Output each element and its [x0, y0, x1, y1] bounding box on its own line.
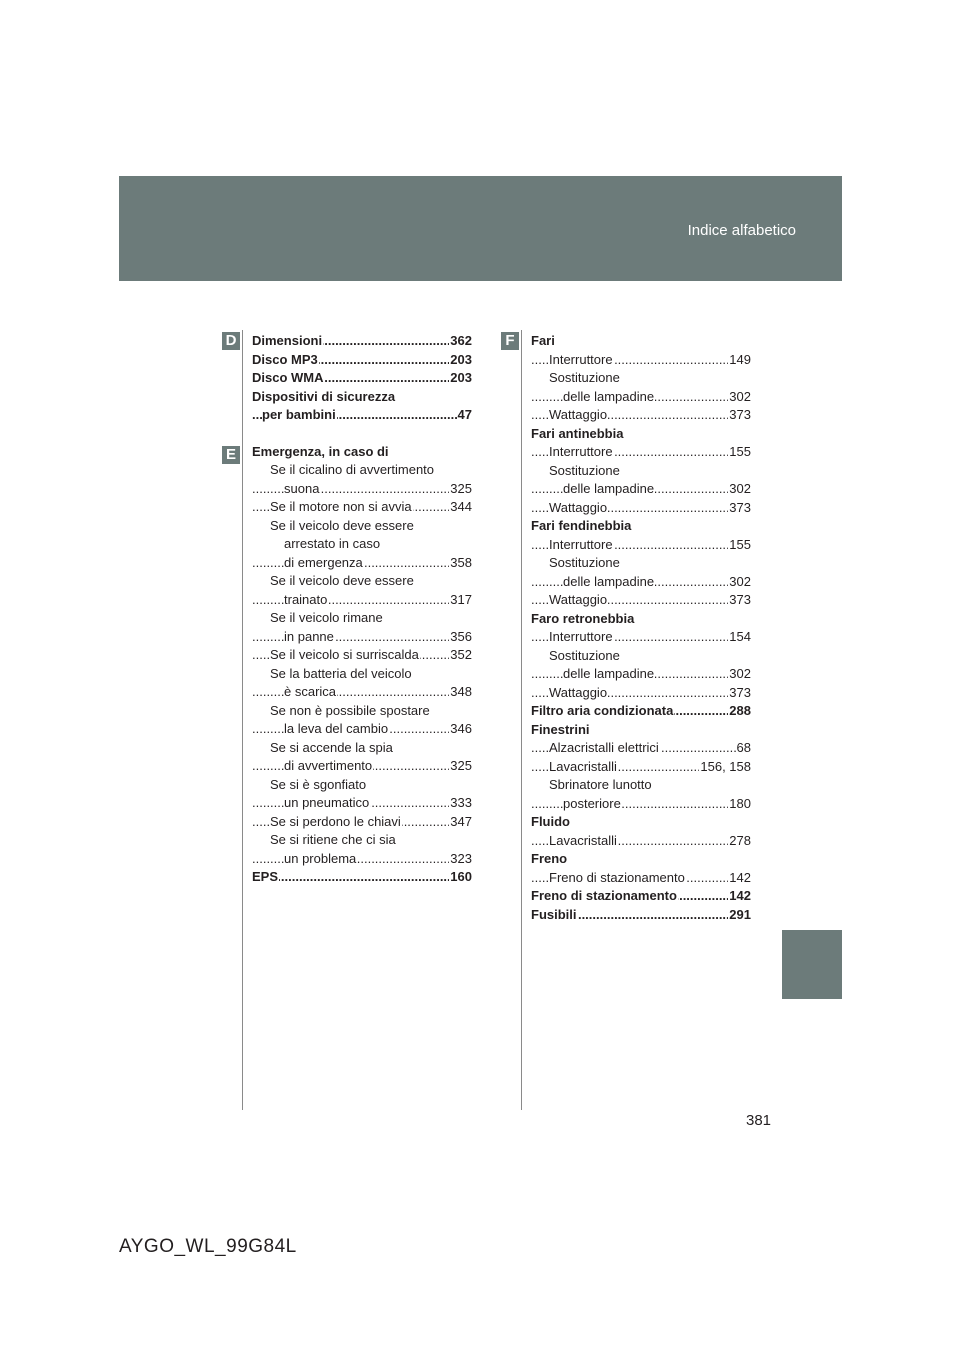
index-subentry: ..... delle lampadine 302	[531, 665, 751, 684]
page-number: 381	[746, 1112, 772, 1129]
index-subentry: Sostituzione	[531, 554, 751, 573]
index-entry: ..... Disco MP3 203	[252, 351, 472, 370]
index-entry: ..... Dimensioni 362	[252, 332, 472, 351]
index-subentry: Se la batteria del veicolo	[252, 665, 472, 684]
index-entry: Dispositivi di sicurezza	[252, 388, 472, 407]
index-subentry: ..... Wattaggio 373	[531, 499, 751, 518]
index-subentry: Se si è sgonfiato	[252, 776, 472, 795]
index-subentry: ..... Wattaggio 373	[531, 684, 751, 703]
index-subentry: ..... la leva del cambio 346	[252, 720, 472, 739]
index-subentry: ..... è scarica 348	[252, 683, 472, 702]
index-entry: Fluido	[531, 813, 751, 832]
index-subentry: ..... Se si perdono le chiavi 347	[252, 813, 472, 832]
index-subentry: ..... Lavacristalli 156, 158	[531, 758, 751, 777]
index-column-left	[252, 332, 472, 887]
index-subentry: ..... in panne 356	[252, 628, 472, 647]
index-subentry: arrestato in caso	[252, 535, 472, 554]
index-entry: Emergenza, in caso di	[252, 443, 472, 462]
index-subentry: ..... trainato 317	[252, 591, 472, 610]
index-entry: Fari antinebbia	[531, 425, 751, 444]
index-subentry: Sbrinatore lunotto	[531, 776, 751, 795]
index-subentry: Se si accende la spia	[252, 739, 472, 758]
index-entry: ..... Filtro aria condizionata 288	[531, 702, 751, 721]
side-thumb-tab	[782, 930, 842, 999]
index-entry: ..... Fusibili 291	[531, 906, 751, 925]
index-entry: Fari fendinebbia	[531, 517, 751, 536]
index-subentry: ..... Interruttore 154	[531, 628, 751, 647]
index-subentry: Sostituzione	[531, 462, 751, 481]
index-subentry: Se si ritiene che ci sia	[252, 831, 472, 850]
index-subentry: ..... Wattaggio 373	[531, 591, 751, 610]
index-subentry: Sostituzione	[531, 369, 751, 388]
index-entry: Fari	[531, 332, 751, 351]
document-code: AYGO_WL_99G84L	[119, 1236, 297, 1257]
index-subentry: ..... delle lampadine 302	[531, 388, 751, 407]
column-divider-left	[242, 330, 243, 1110]
index-subentry: Se il cicalino di avvertimento	[252, 461, 472, 480]
index-subentry: ..... Alzacristalli elettrici 68	[531, 739, 751, 758]
page-section-title: Indice alfabetico	[687, 222, 796, 239]
index-subentry: ..... Interruttore 155	[531, 443, 751, 462]
index-subentry: Se il veicolo rimane	[252, 609, 472, 628]
index-entry: ..... EPS 160	[252, 868, 472, 887]
index-entry: ..... per bambini 47	[252, 406, 472, 425]
index-subentry: ..... delle lampadine 302	[531, 480, 751, 499]
index-subentry: ..... un problema 323	[252, 850, 472, 869]
index-entry: ..... Disco WMA 203	[252, 369, 472, 388]
index-entry: Freno	[531, 850, 751, 869]
index-entry: Faro retronebbia	[531, 610, 751, 629]
section-letter-d: D	[222, 332, 240, 350]
index-subentry: ..... Interruttore 155	[531, 536, 751, 555]
index-subentry: Se il veicolo deve essere	[252, 572, 472, 591]
index-subentry: ..... Se il motore non si avvia 344	[252, 498, 472, 517]
index-subentry: Sostituzione	[531, 647, 751, 666]
index-subentry: ..... suona 325	[252, 480, 472, 499]
index-subentry: ..... Wattaggio 373	[531, 406, 751, 425]
index-subentry: ..... delle lampadine 302	[531, 573, 751, 592]
header-band	[119, 176, 842, 281]
index-column-right	[531, 332, 751, 924]
section-letter-e: E	[222, 446, 240, 464]
index-subentry: ..... Se il veicolo si surriscalda 352	[252, 646, 472, 665]
column-divider-right	[521, 330, 522, 1110]
index-subentry: ..... Interruttore 149	[531, 351, 751, 370]
index-subentry: ..... un pneumatico 333	[252, 794, 472, 813]
index-subentry: ..... Lavacristalli 278	[531, 832, 751, 851]
index-entry: ..... Freno di stazionamento 142	[531, 887, 751, 906]
section-letter-f: F	[501, 332, 519, 350]
index-subentry: Se non è possibile spostare	[252, 702, 472, 721]
index-entry: Finestrini	[531, 721, 751, 740]
index-subentry: ..... di avvertimento 325	[252, 757, 472, 776]
index-subentry: ..... posteriore 180	[531, 795, 751, 814]
index-subentry: ..... di emergenza 358	[252, 554, 472, 573]
index-subentry: ..... Freno di stazionamento 142	[531, 869, 751, 888]
index-subentry: Se il veicolo deve essere	[252, 517, 472, 536]
